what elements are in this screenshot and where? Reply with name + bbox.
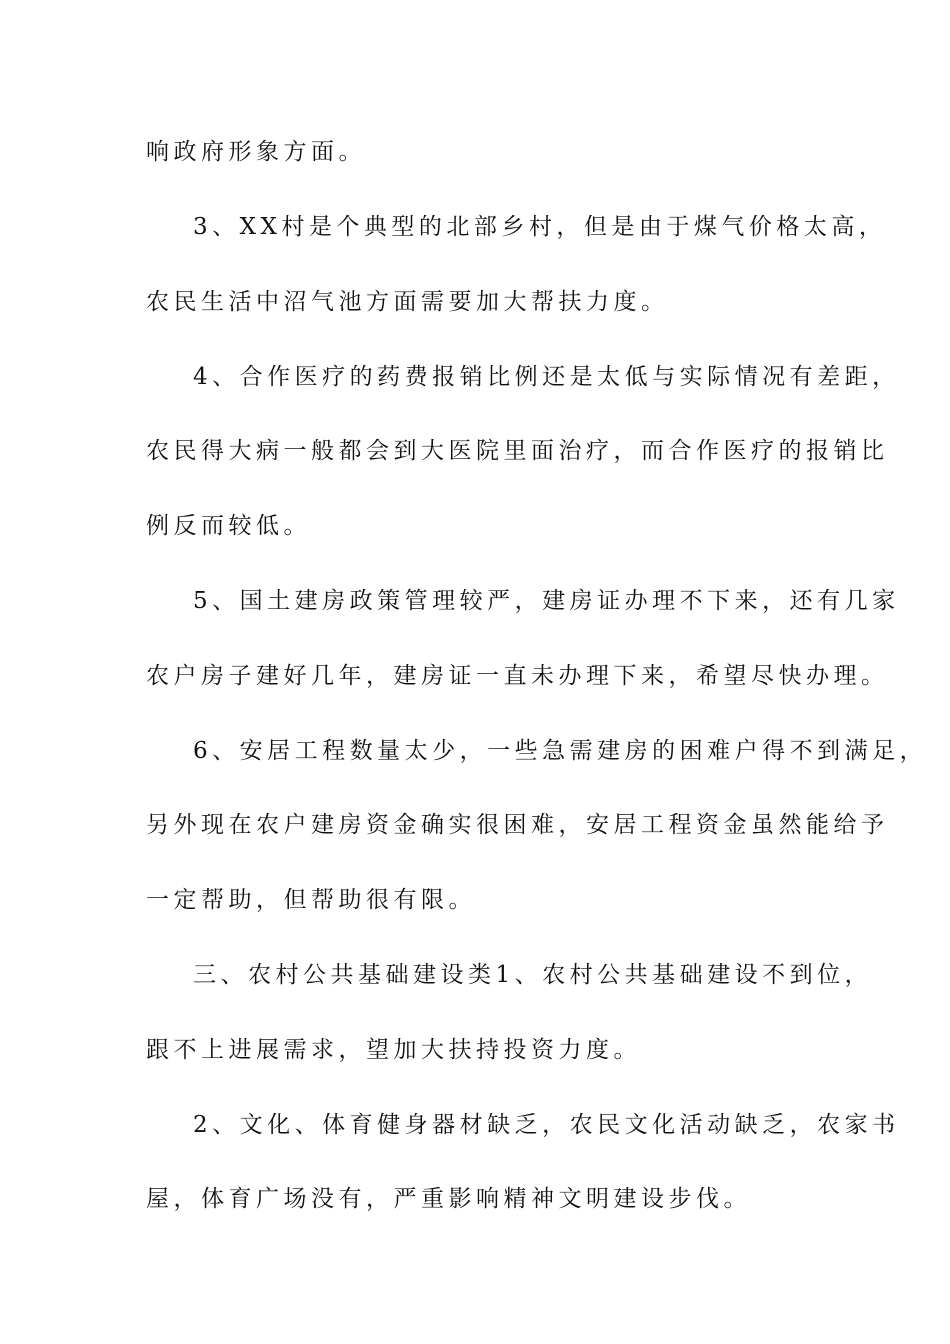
text-line: 6、安居工程数量太少，一些急需建房的困难户得不到满足， [193, 738, 928, 764]
text-line: 屋，体育广场没有，严重影响精神文明建设步伐。 [146, 1186, 751, 1212]
text-line: 4、合作医疗的药费报销比例还是太低与实际情况有差距， [193, 364, 900, 390]
text-line: 跟不上进展需求，望加大扶持投资力度。 [146, 1037, 641, 1063]
text-line: 另外现在农户建房资金确实很困难，安居工程资金虽然能给予 [146, 812, 889, 838]
text-line: 农民得大病一般都会到大医院里面治疗，而合作医疗的报销比 [146, 438, 889, 464]
text-line: 3、XX村是个典型的北部乡村，但是由于煤气价格太高， [193, 214, 887, 240]
text-line: 农户房子建好几年，建房证一直未办理下来，希望尽快办理。 [146, 663, 889, 689]
text-line: 5、国土建房政策管理较严，建房证办理不下来，还有几家 [193, 588, 900, 614]
text-line: 响政府形象方面。 [146, 139, 366, 165]
text-line: 农民生活中沼气池方面需要加大帮扶力度。 [146, 289, 669, 315]
text-line: 一定帮助，但帮助很有限。 [146, 887, 476, 913]
text-line: 例反而较低。 [146, 513, 311, 539]
text-line: 三、农村公共基础建设类1、农村公共基础建设不到位， [193, 962, 873, 988]
text-line: 2、文化、体育健身器材缺乏，农民文化活动缺乏，农家书 [193, 1112, 900, 1138]
